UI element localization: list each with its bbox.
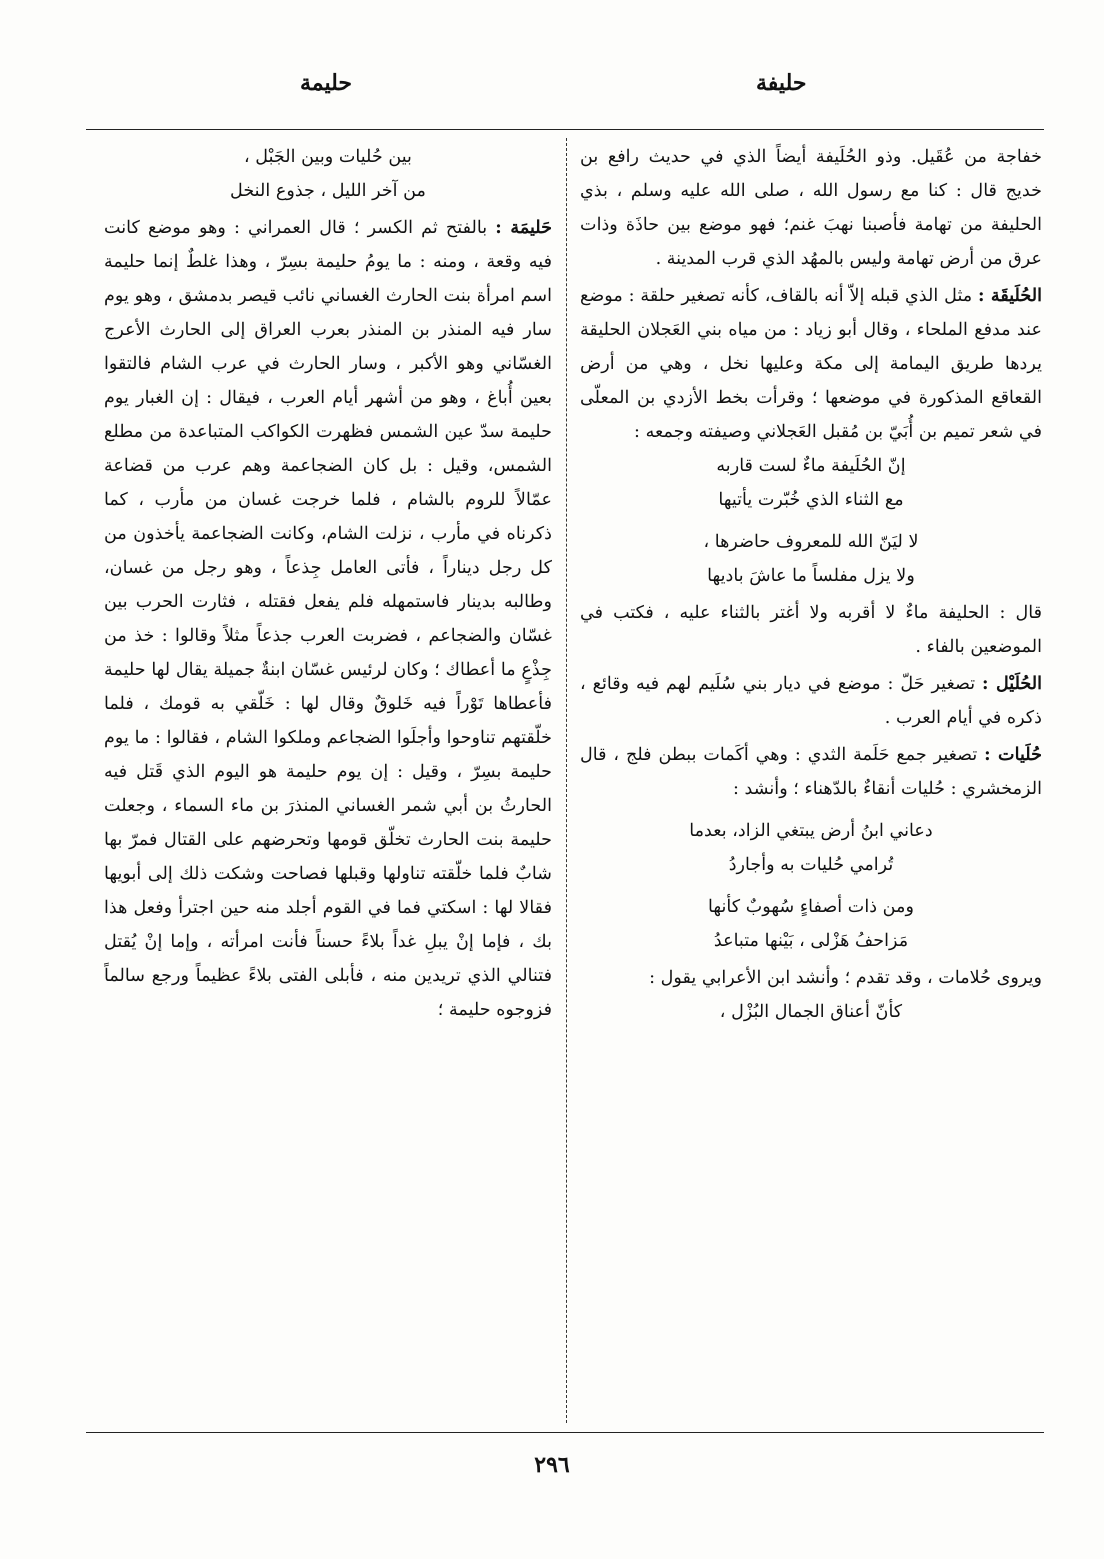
entry-paragraph	[580, 738, 1042, 806]
entry-text: تصغير جمع حَلَمة الثدي : وهي أكَمات ببطن فلج ، قال الزمخشري : حُليات أنقاءٌ بالدّهناء ؛ وأنشد :	[580, 745, 1042, 799]
entry-headword: حُلَيات :	[984, 744, 1042, 765]
verse-line: مَزاحفُ هَزْلى ، بَيْنها متباعدُ	[713, 931, 909, 951]
running-header-left: حليمة	[300, 70, 353, 96]
verse-line: لا ليَنّ الله للمعروف حاضرها ،	[703, 532, 919, 552]
verse-line: ومن ذات أصفاءٍ سُهوبٌ كأنها	[708, 897, 914, 917]
verse-line: من آخر الليل ، جذوع النخل	[230, 181, 426, 201]
paragraph: خفاجة من عُقَيل. وذو الحُلَيفة أيضاً الذي في حديث رافع بن خديج قال : كنا مع رسول الله ، صلى الله عليه وسلم ، بذي الحليفة من تهامة فأصبنا نهبَ غنم؛ فهو موضع بين حاذَة وذات عرق من أرض تهامة وليس بالمهُد الذي قرب المدينة .	[580, 147, 1042, 269]
entry-headword: الحُلَيْل :	[982, 673, 1042, 694]
verse-line: مع الثناء الذي خُبّرت يأتيها	[718, 490, 904, 510]
entry-headword: الحُلَيقَة :	[978, 285, 1042, 306]
entry-paragraph	[580, 667, 1042, 735]
entry-text: تصغير حَلّ : موضع في ديار بني سُلَيم لهم فيه وقائع ، ذكره في أيام العرب .	[580, 674, 1042, 728]
verse-line: ولا يزل مفلساً ما عاشَ باديها	[707, 566, 915, 586]
right-column	[580, 140, 1042, 1425]
verse-line: إنّ الحُلَيفة ماءٌ لست قاربه	[716, 456, 906, 476]
top-rule	[86, 129, 1044, 130]
verse-line: كأنّ أعناق الجمال البُزْل ،	[719, 1002, 903, 1022]
entry-text: بالفتح ثم الكسر ؛ قال العمراني : وهو موضع كانت فيه وقعة ، ومنه : ما يومُ حليمة بسِرّ ، وهذا غلطٌ إنما حليمة اسم امرأة بنت الحارث الغساني نائب قيصر بدمشق ، وهو يوم سار فيه المنذر بن المنذر بعرب العراق إلى الحارث الأعرج الغسّاني وهو الأكبر ، وسار الحارث في عرب الشام فالتقوا بعين أُباغ ، وهو من أشهر أيام العرب ، فيقال : إن الغبار يوم حليمة سدّ عين الشمس فظهرت الكواكب المتباعدة من مطلع الشمس، وقيل : بل كان الضجاعمة وهم عرب من قضاعة عمّالاً للروم بالشام ، فلما خرجت غسان من مأرب ، كما ذكرناه في مأرب ، نزلت الشام، وكانت الضجاعمة يأخذون من كل رجل ديناراً ، فأتى العامل جِذعاً ، وهو رجل من غسان، وطالبه بدينار فاستمهله فلم يفعل فقتله ، فثارت الحرب بين غسّان والضجاعم ، فضربت العرب جذعاً مثلاً وقالوا : خذ من جِذْعٍ ما أعطاك ؛ وكان لرئيس غسّان ابنةٌ جميلة يقال لها حليمة فأعطاها تَوْراً فيه خَلوقٌ وقال لها : خَلّقي به قومك ، فلما خلّقتهم تناوحوا وأجلَوا الضجاعم وملكوا الشام ، فقالوا : ما يوم حليمة بسِرّ ، وقيل : إن يوم حليمة هو اليوم الذي قَتل فيه الحارثُ بن أبي شمر الغساني المنذرَ بن ماء السماء ، وجعلت حليمة بنت الحارث تخلّق قومها وتحرضهم على القتال فمرّ بها شابٌ فلما خلّقته تناولها وقبلها فصاحت وشكت ذلك إلى أبويها فقالا لها : اسكتي فما في القوم أجلد منه حين اجترأ وفعل هذا بك ، فإما إنْ يبلِ غداً بلاءً حسناً فأنت امرأته ، وإما إنْ يُقتل فتنالي الذي تريدين منه ، فأبلى الفتى بلاءً عظيماً ورجع سالماً فزوجوه حليمة ؛	[104, 218, 552, 1020]
paragraph: قال : الحليفة ماءٌ لا أقربه ولا أغتر بالثناء عليه ، فكتب في الموضعين بالفاء .	[580, 603, 1042, 657]
entry-headword: حَليمَة :	[495, 217, 552, 238]
verse-line: تُرامي حُليات به وأجاردُ	[728, 855, 894, 875]
paragraph: ويروى حُلامات ، وقد تقدم ؛ وأنشد ابن الأعرابي يقول :	[649, 968, 1042, 988]
verse-line: دعاني ابنُ أرض يبتغي الزاد، بعدما	[689, 821, 933, 841]
verse-line: بين حُليات وبين الجَبْل ،	[244, 147, 412, 167]
entry-paragraph	[580, 279, 1042, 449]
left-column	[104, 140, 552, 1425]
page-number: ٢٩٦	[534, 1452, 570, 1478]
bottom-rule	[86, 1432, 1044, 1433]
entry-text: مثل الذي قبله إلاّ أنه بالقاف، كأنه تصغير حلقة : موضع عند مدفع الملحاء ، وقال أبو زياد : من مياه بني العَجلان الحليقة يردها طريق اليمامة إلى مكة وعليها نخل ، وهي من أرض القعاقع المذكورة في موضعها ؛ وقرأت بخط الأزدي بن المعلّى في شعر تميم بن أُبَيّ بن مُقبل العَجلاني وصيفته وجمعه :	[580, 286, 1042, 442]
running-header-right: حليفة	[756, 70, 807, 96]
entry-paragraph	[104, 211, 552, 1027]
column-divider	[566, 138, 567, 1423]
